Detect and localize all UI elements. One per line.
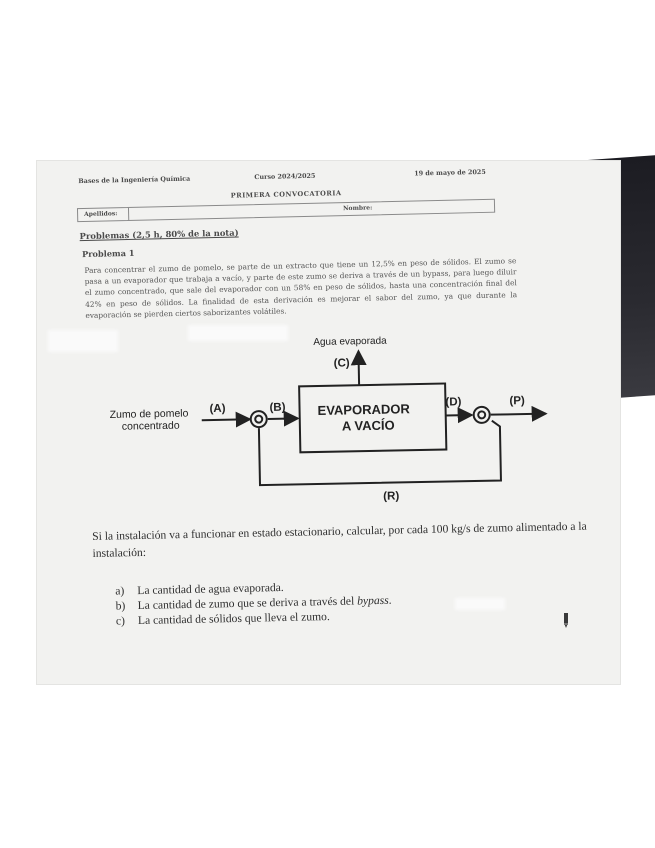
stream-c-line [358, 351, 359, 385]
item-letter: c) [115, 614, 126, 628]
stream-b-label: (B) [269, 401, 286, 414]
item-end: . [388, 593, 392, 607]
student-name-box [77, 199, 495, 222]
pen-icon [561, 612, 571, 630]
feed-label-2: concentrado [121, 419, 180, 433]
item-text: La cantidad de sólidos que lleva el zumo. [137, 610, 330, 628]
evaporator-label-2: A VACÍO [341, 417, 395, 434]
course-year: Curso 2024/2025 [254, 171, 316, 182]
stream-a-label: (A) [209, 402, 226, 416]
flow-diagram-svg [108, 321, 576, 515]
exam-session: PRIMERA CONVOCATORIA [230, 189, 342, 200]
item-text: La cantidad de zumo que se deriva a través del [137, 594, 358, 613]
problem-title: Problema 1 [81, 247, 135, 260]
question-section [92, 517, 624, 629]
process-diagram [108, 321, 576, 515]
problems-heading: Problemas (2,5 h, 80% de la nota) [79, 227, 239, 242]
stream-d-label: (D) [445, 396, 462, 409]
stream-b-line [268, 418, 298, 419]
item-italic: bypass [356, 593, 389, 608]
stream-c-label: (C) [333, 357, 350, 370]
item-text: La cantidad de agua evaporada. [137, 580, 284, 598]
problem-statement: Para concentrar el zumo de pomelo, se parte de un extracto que tiene un 12,5% en peso de sólidos. El zumo se pasa a un evaporador que trabaja a vacío, y parte de este zumo se deriva a través de un bypass, para luego diluir el zumo concentrado, que sale del evaporador con un 58% en peso de sólidos, hasta una concentración final del 42% en peso de sólidos. La finalidad de esta derivación es mejorar el sabor del zumo, ya que durante la evaporación se pierden ciertos saborizantes volátiles. [84, 256, 518, 320]
question-intro: Si la instalación va a funcionar en estado estacionario, calcular, por cada 100 kg/s de zumo alimentado a la instalación: [92, 519, 587, 560]
apellidos-label: Apellidos: [84, 210, 118, 219]
item-letter: b) [115, 599, 126, 613]
mixer-node [251, 411, 267, 427]
redaction-blur [455, 598, 505, 610]
vapor-label: Agua evaporada [313, 335, 387, 349]
stream-r-label: (R) [383, 490, 400, 503]
exam-date: 19 de mayo de 2025 [414, 167, 486, 178]
subject-name: Bases de la Ingeniería Química [78, 174, 191, 186]
splitter-node [474, 407, 490, 423]
stream-p-line [491, 414, 546, 415]
stream-p-label: (P) [509, 395, 525, 408]
feed-label: Zumo de pomelo [109, 407, 189, 421]
item-letter: a) [115, 584, 125, 598]
evaporator-label: EVAPORADOR [317, 401, 410, 418]
stream-a-line [202, 419, 250, 420]
nombre-label: Nombre: [342, 204, 373, 213]
